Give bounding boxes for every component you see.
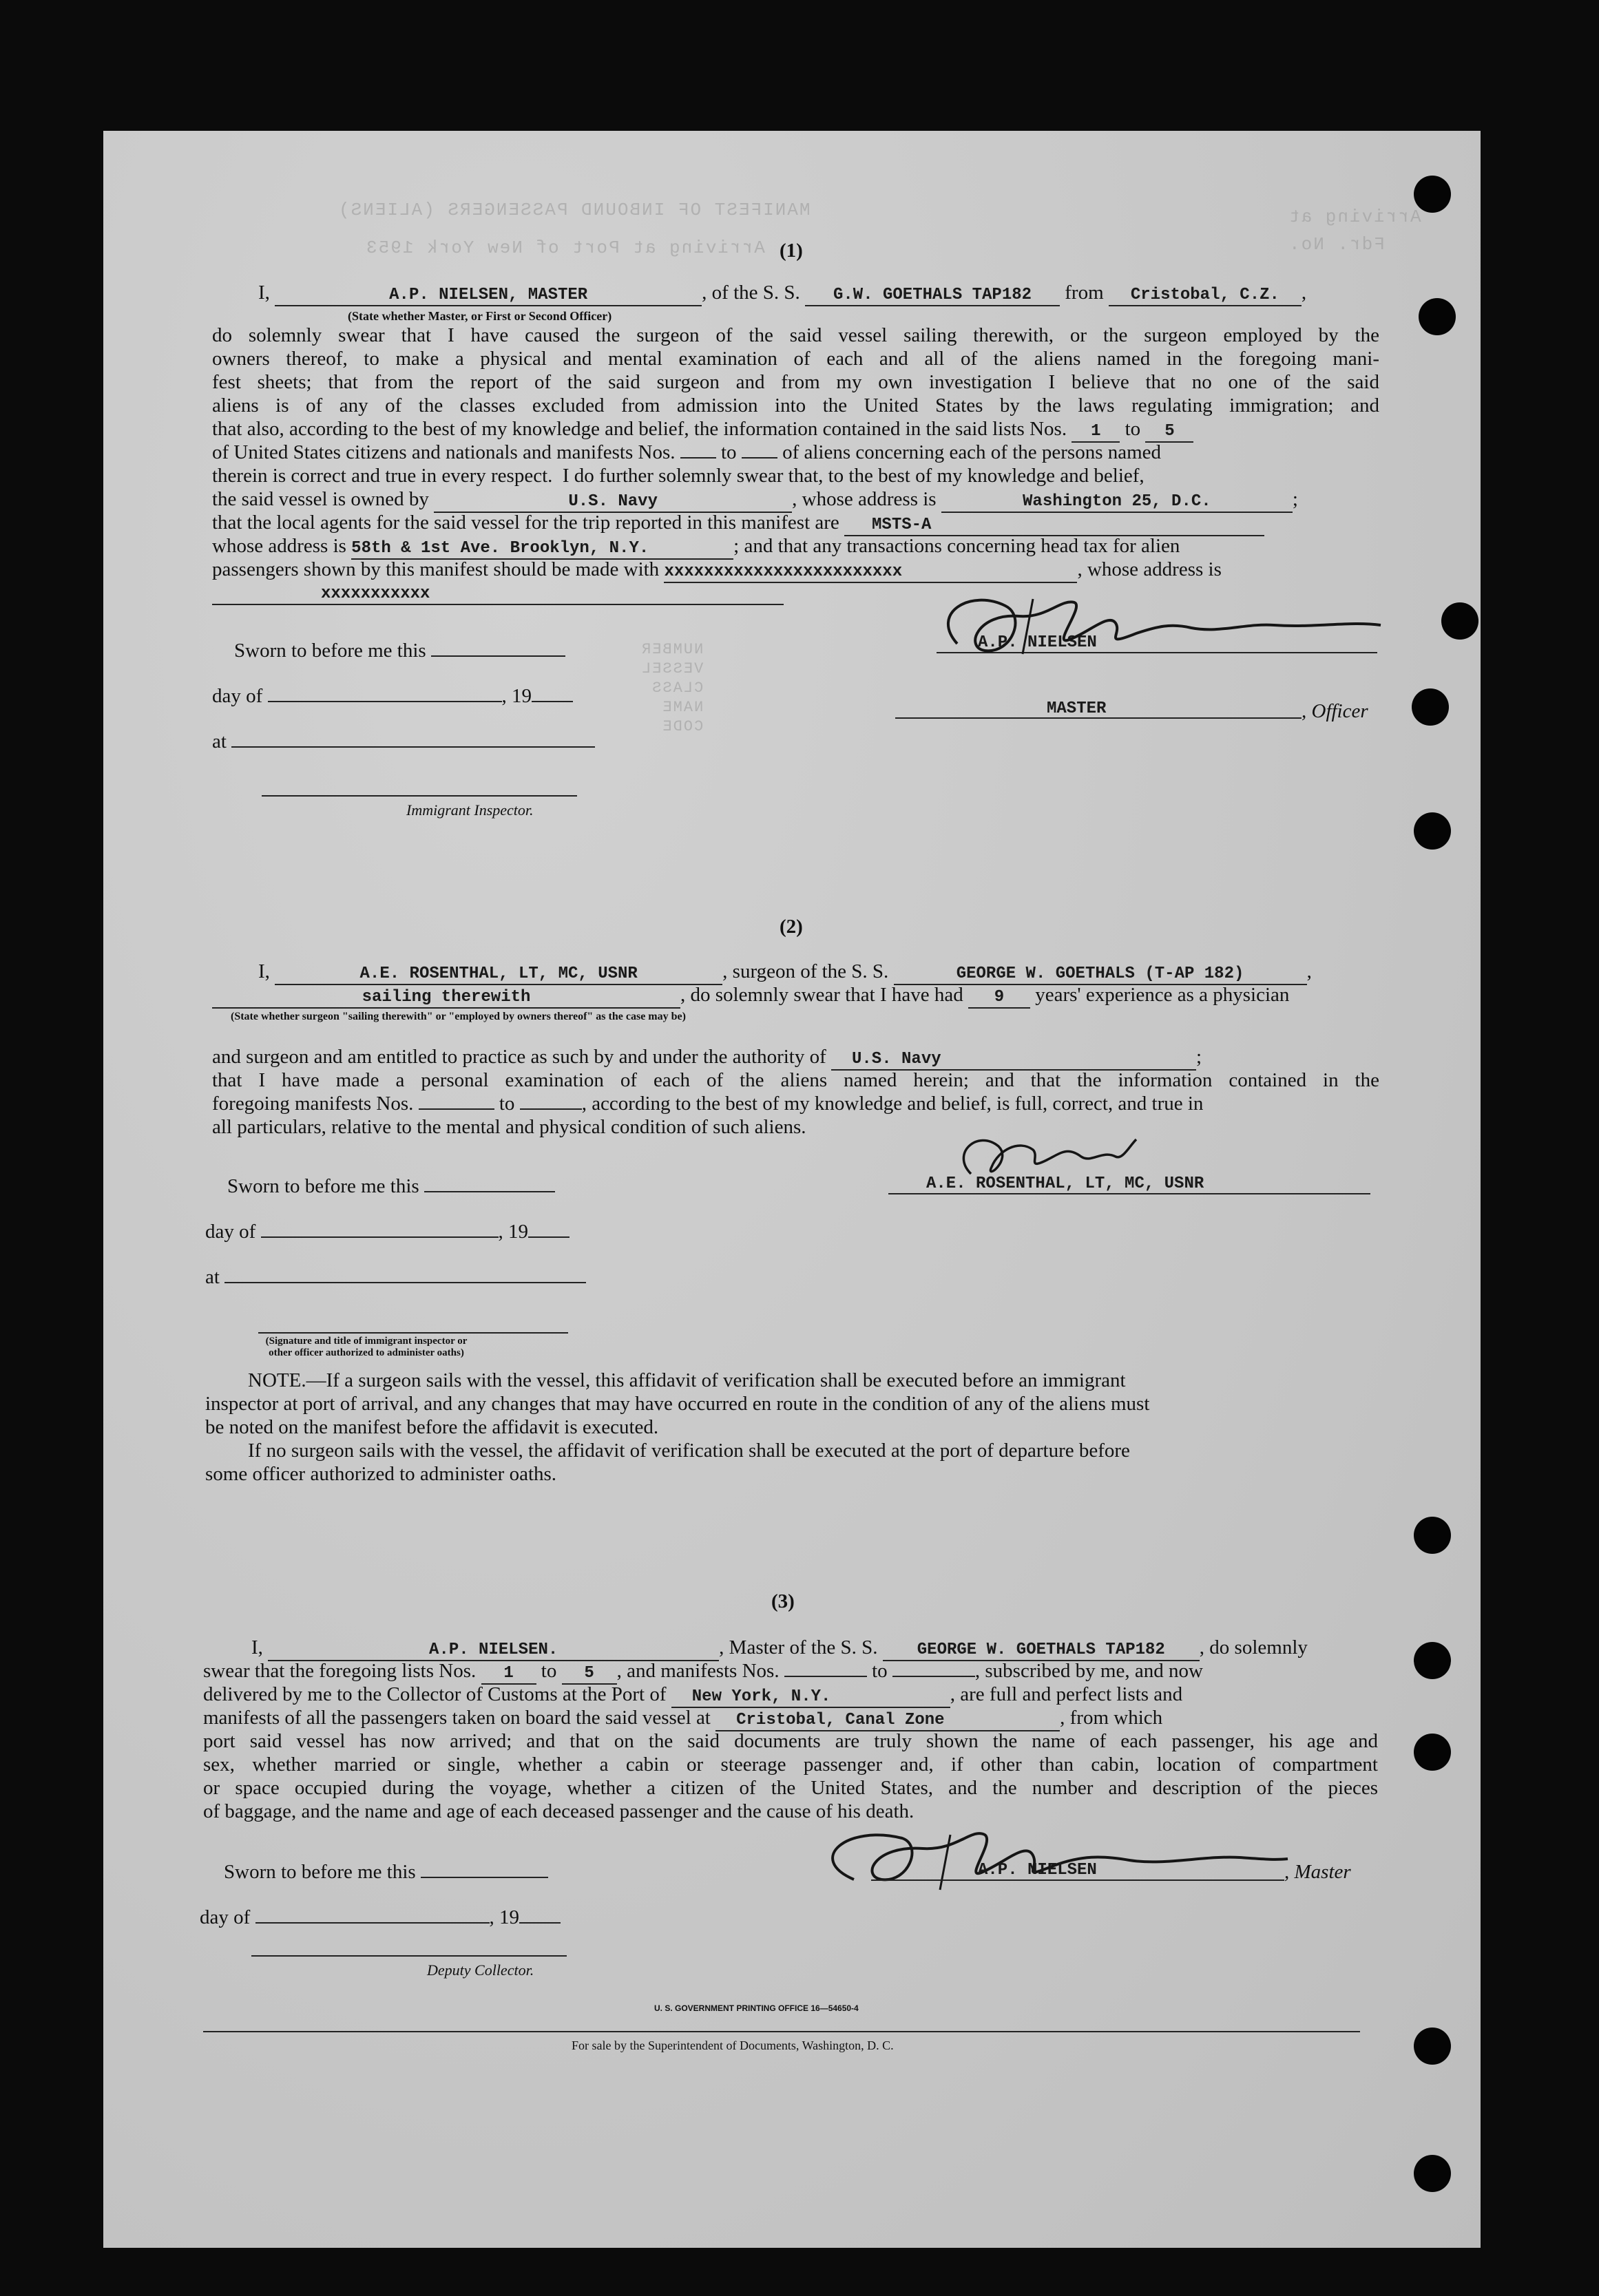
footer-rule — [203, 2031, 1360, 2032]
agents-address-field: 58th & 1st Ave. Brooklyn, N.Y. — [351, 539, 733, 560]
binder-hole — [1414, 1642, 1451, 1679]
collector-text-line: of baggage, and the name and age of each deceased passenger and the cause of his death. — [203, 1800, 915, 1822]
owner-address-field: Washington 25, D.C. — [941, 492, 1293, 513]
master-signature-line — [871, 1879, 1284, 1881]
agents-field: MSTS-A — [844, 516, 1264, 536]
note-line: NOTE.—If a surgeon sails with the vessel, this affidavit of verification shall be executed before an immigrant — [248, 1369, 1126, 1391]
master-label: , Master — [1284, 1861, 1351, 1883]
master-name-field-3: A.P. NIELSEN. — [268, 1641, 719, 1661]
surgeon-text-line: that I have made a personal examination of each of the aliens named herein; and that the information contained in the — [212, 1069, 1379, 1091]
at-label: at — [212, 730, 595, 753]
master-name-field: A.P. NIELSEN, MASTER — [275, 286, 702, 306]
master-signature — [930, 585, 1384, 661]
lists-to-field: 5 — [1145, 422, 1193, 443]
binder-hole — [1412, 688, 1449, 726]
lists-from-field-3: 1 — [481, 1664, 536, 1685]
master-signature-3 — [806, 1818, 1288, 1893]
note-line: inspector at port of arrival, and any changes that may have occurred en route in the condition of any of the aliens must — [205, 1393, 1150, 1415]
binder-hole — [1414, 812, 1451, 850]
inspector-signature-line — [258, 1332, 568, 1334]
sailing-hint: (State whether surgeon "sailing therewith" or "employed by owners thereof" as the case may be) — [231, 1011, 686, 1022]
surgeon-name-field: A.E. ROSENTHAL, LT, MC, USNR — [275, 965, 722, 985]
sailing-field: sailing therewith — [212, 988, 680, 1009]
oath-text-line: do solemnly swear that I have caused the surgeon of the said vessel sailing therewith, or the surgeon employed by the — [212, 324, 1379, 346]
binder-hole — [1414, 2155, 1451, 2192]
inspector-label: Immigrant Inspector. — [406, 801, 534, 819]
sworn-label: Sworn to before me this — [227, 1175, 555, 1198]
bleed-through-text: NUMBER VESSEL CLASS NAME CODE — [640, 641, 704, 735]
note-line: be noted on the manifest before the affidavit is executed. — [205, 1416, 659, 1438]
bleed-through-text: Arriving at Port of New York 1953 — [365, 238, 765, 258]
day-of-label: day of , 19 — [200, 1906, 561, 1929]
owner-line: the said vessel is owned by U.S. Navy , whose address is Washington 25, D.C. ; — [212, 487, 1298, 513]
departure-port-field: Cristobal, C.Z. — [1109, 286, 1302, 306]
collector-text-line: or space occupied during the voyage, whether a citizen of the United States, and the number and description of the pieces — [203, 1777, 1378, 1799]
collector-port-line: delivered by me to the Collector of Customs at the Port of New York, N.Y. , are full and perfect lists and — [203, 1683, 1182, 1708]
for-sale-notice: For sale by the Superintendent of Documents, Washington, D. C. — [572, 2039, 894, 2052]
inspector-hint: (Signature and title of immigrant inspector or other officer authorized to administer oaths) — [265, 1336, 468, 1358]
collector-signature-line — [251, 1955, 567, 1957]
owner-field: U.S. Navy — [434, 492, 792, 513]
collector-text-line: port said vessel has now arrived; and that on the said documents are truly shown the name of each passenger, his age and — [203, 1730, 1378, 1752]
years-field: 9 — [968, 988, 1030, 1009]
surgeon-vessel-field: GEORGE W. GOETHALS (T-AP 182) — [894, 965, 1307, 985]
collector-boarded-line: manifests of all the passengers taken on board the said vessel at Cristobal, Canal Zone , from which — [203, 1706, 1162, 1731]
bleed-through-text: Arriving at — [1288, 207, 1421, 227]
authority-field: U.S. Navy — [831, 1050, 1196, 1071]
authority-line: and surgeon and am entitled to practice as such by and under the authority of U.S. Navy ; — [212, 1045, 1202, 1071]
collector-oath-line: I, A.P. NIELSEN. , Master of the S. S. GEORGE W. GOETHALS TAP182 , do solemnly — [251, 1636, 1308, 1661]
sworn-label: Sworn to before me this — [224, 1860, 548, 1884]
officer-label: , Officer — [1302, 700, 1368, 722]
oath-text-line: therein is correct and true in every respect. I do further solemnly swear that, to the best of my knowledge and belief, — [212, 465, 1145, 487]
section-2-number: (2) — [780, 916, 803, 938]
lists-from-field: 1 — [1072, 422, 1120, 443]
binder-hole — [1419, 298, 1456, 335]
surgeon-text-line: all particulars, relative to the mental and physical condition of such aliens. — [212, 1116, 806, 1138]
officer-title: MASTER — [1047, 699, 1107, 718]
binder-hole — [1441, 602, 1478, 640]
collector-lists-line: swear that the foregoing lists Nos. 1 to 5 , and manifests Nos. to , subscribed by me, and now — [203, 1659, 1203, 1685]
surgeon-line: I, A.E. ROSENTHAL, LT, MC, USNR , surgeon of the S. S. GEORGE W. GOETHALS (T-AP 182) , — [258, 960, 1312, 985]
master-typed-name: A.P. NIELSEN — [978, 1861, 1097, 1879]
sworn-label: Sworn to before me this — [234, 639, 565, 662]
note-line: If no surgeon sails with the vessel, the affidavit of verification shall be executed at the port of departure before — [248, 1440, 1130, 1462]
agents-address-line: whose address is 58th & 1st Ave. Brooklyn, N.Y. ; and that any transactions concerning head tax for alien — [212, 534, 1180, 560]
manifest-page — [103, 131, 1481, 2248]
day-of-label: day of , 19 — [212, 684, 573, 708]
day-of-label: day of , 19 — [205, 1220, 569, 1243]
collector-text-line: sex, whether married or single, whether a cabin or steerage passenger and, if other than cabin, location of compartment — [203, 1753, 1378, 1776]
head-tax-field: xxxxxxxxxxxxxxxxxxxxxxxx — [664, 562, 1077, 583]
agents-line: that the local agents for the said vessel for the trip reported in this manifest are MSTS-A — [212, 511, 1264, 536]
binder-hole — [1414, 2028, 1451, 2065]
boarded-at-field: Cristobal, Canal Zone — [715, 1711, 1060, 1731]
oath-text-line: fest sheets; that from the report of the said surgeon and from my own investigation I believe that no one of the said — [212, 371, 1379, 393]
collector-label: Deputy Collector. — [427, 1961, 534, 1979]
vessel-name-field: G.W. GOETHALS TAP182 — [805, 286, 1060, 306]
at-label: at — [205, 1265, 586, 1289]
lists-to-field-3: 5 — [562, 1664, 617, 1685]
oath-text-line: aliens is of any of the classes excluded from admission into the United States by the laws regulating immigration; and — [212, 394, 1379, 417]
lists-line: that also, according to the best of my knowledge and belief, the information contained in the said lists Nos. 1 to 5 — [212, 417, 1193, 443]
surgeon-signature-line — [888, 1193, 1370, 1194]
manifests-line: of United States citizens and nationals and manifests Nos. to of aliens concerning each of the persons named — [212, 441, 1162, 463]
master-hint: (State whether Master, or First or Second Officer) — [348, 309, 612, 323]
section-1-oath-line: I, A.P. NIELSEN, MASTER , of the S. S. G.W. GOETHALS TAP182 from Cristobal, C.Z. , — [258, 281, 1306, 306]
head-tax-address-line — [212, 580, 784, 605]
vessel-name-field-3: GEORGE W. GOETHALS TAP182 — [883, 1641, 1200, 1661]
head-tax-address-field: xxxxxxxxxxx — [212, 584, 784, 605]
inspector-signature-line — [262, 795, 577, 797]
officer-typed-name: A.P. NIELSEN — [978, 633, 1097, 652]
section-1-number: (1) — [780, 240, 803, 262]
note-line: some officer authorized to administer oaths. — [205, 1463, 557, 1485]
binder-hole — [1414, 1517, 1451, 1554]
section-3-number: (3) — [771, 1590, 795, 1612]
surgeon-manifests-line: foregoing manifests Nos. to , according to the best of my knowledge and belief, is full, correct, and true in — [212, 1093, 1204, 1115]
sailing-line: sailing therewith , do solemnly swear that I have had 9 years' experience as a physician — [212, 983, 1289, 1009]
binder-hole — [1414, 176, 1451, 213]
port-field: New York, N.Y. — [671, 1687, 950, 1708]
oath-text-line: owners thereof, to make a physical and mental examination of each and all of the aliens named in the foregoing mani- — [212, 348, 1379, 370]
surgeon-typed-name: A.E. ROSENTHAL, LT, MC, USNR — [926, 1175, 1204, 1193]
binder-hole — [1414, 1734, 1451, 1771]
bleed-through-text: MANIFEST OF INBOUND PASSENGERS (ALIENS) — [337, 200, 811, 220]
printing-office-imprint: U. S. GOVERNMENT PRINTING OFFICE 16—54650-4 — [654, 2003, 859, 2013]
head-tax-line: passengers shown by this manifest should be made with xxxxxxxxxxxxxxxxxxxxxxxx , whose address is — [212, 558, 1222, 583]
bleed-through-text: Fdr. No. — [1288, 234, 1385, 255]
